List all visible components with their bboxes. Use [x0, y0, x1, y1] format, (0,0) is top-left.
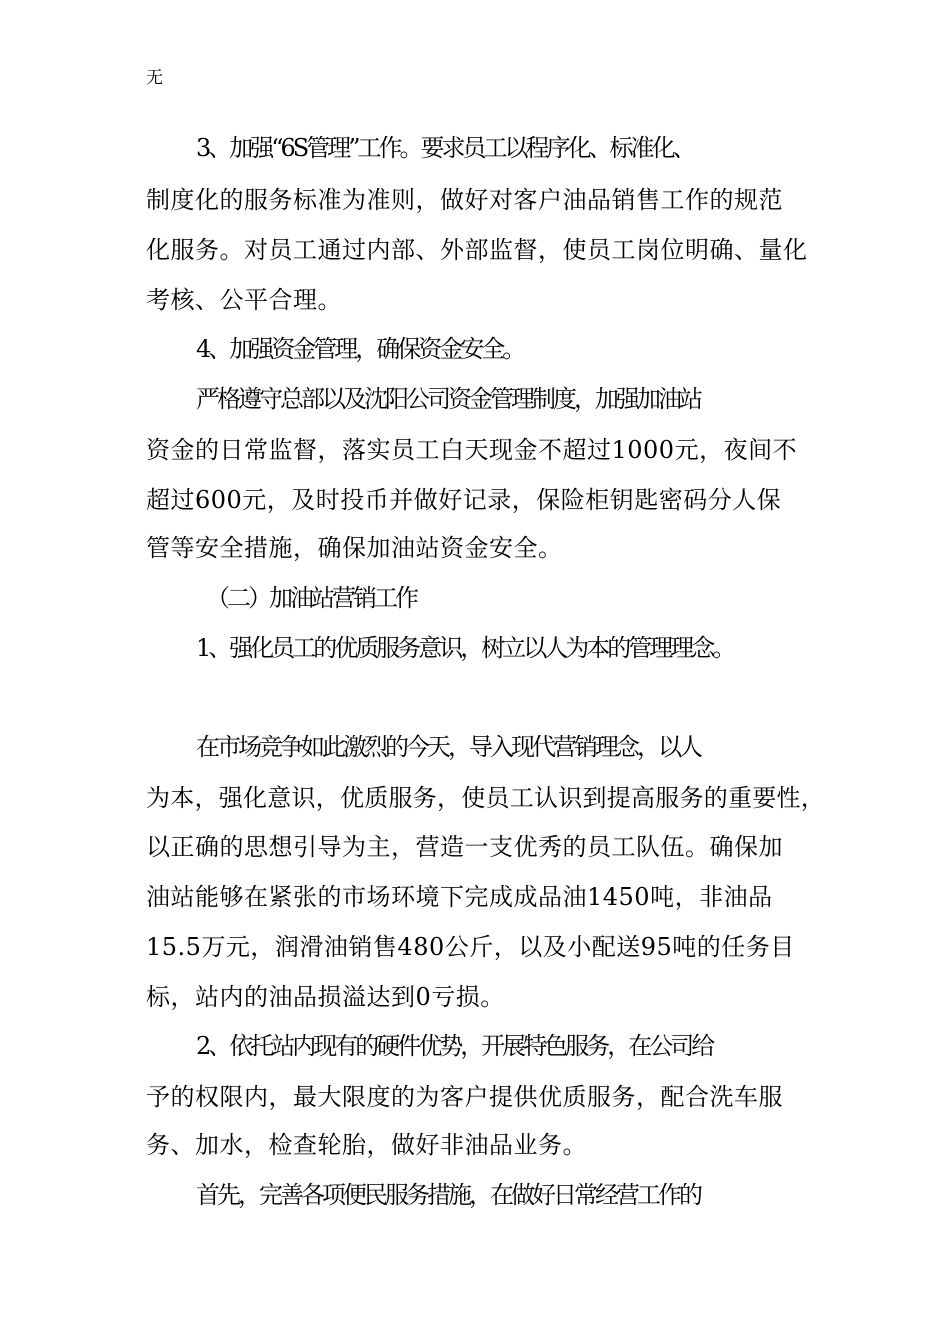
paragraph-line: 管等安全措施，确保加油站资金安全。 — [146, 534, 563, 562]
paragraph-line: 化服务。对员工通过内部、外部监督，使员工岗位明确、量化 — [146, 236, 808, 264]
paragraph-line: 1、强化员工的优质服务意识，树立以人为本的管理理念。 — [196, 634, 734, 662]
paragraph-line: 务、加水，检查轮胎，做好非油品业务。 — [146, 1131, 587, 1159]
paragraph-line: 资金的日常监督，落实员工白天现金不超过1000元，夜间不 — [146, 436, 798, 464]
section-heading: （二）加油站营销工作 — [206, 584, 416, 612]
paragraph-line: 超过600元，及时投币并做好记录，保险柜钥匙密码分人保 — [146, 486, 782, 514]
header-mark: 无 — [146, 68, 163, 88]
paragraph-line: 油站能够在紧张的市场环境下完成成品油1450吨，非油品 — [146, 883, 773, 911]
paragraph-line: 严格遵守总部以及沈阳公司资金管理制度，加强加油站 — [196, 385, 700, 413]
paragraph-line: 以正确的思想引导为主，营造一支优秀的员工队伍。确保加 — [146, 833, 783, 861]
paragraph-line: 15.5万元，润滑油销售480公斤，以及小配送95吨的任务目 — [146, 933, 795, 961]
paragraph-line: 为本，强化意识，优质服务，使员工认识到提高服务的重要性， — [146, 784, 825, 812]
paragraph-line: 3、加强“6S管理”工作。要求员工以程序化、标准化、 — [196, 134, 694, 162]
paragraph-line: 首先，完善各项便民服务措施，在做好日常经营工作的 — [196, 1181, 700, 1209]
paragraph-line: 予的权限内，最大限度的为客户提供优质服务，配合洗车服 — [146, 1083, 783, 1111]
paragraph-line: 制度化的服务标准为准则，做好对客户油品销售工作的规范 — [146, 186, 783, 214]
paragraph-line: 标，站内的油品损溢达到0亏损。 — [146, 983, 505, 1011]
paragraph-line: 在市场竞争如此激烈的今天，导入现代营销理念，以人 — [196, 733, 700, 761]
paragraph-line: 2、依托站内现有的硬件优势，开展特色服务，在公司给 — [196, 1032, 713, 1060]
paragraph-line: 考核、公平合理。 — [146, 286, 342, 314]
paragraph-line: 4、加强资金管理，确保资金安全。 — [196, 335, 524, 363]
